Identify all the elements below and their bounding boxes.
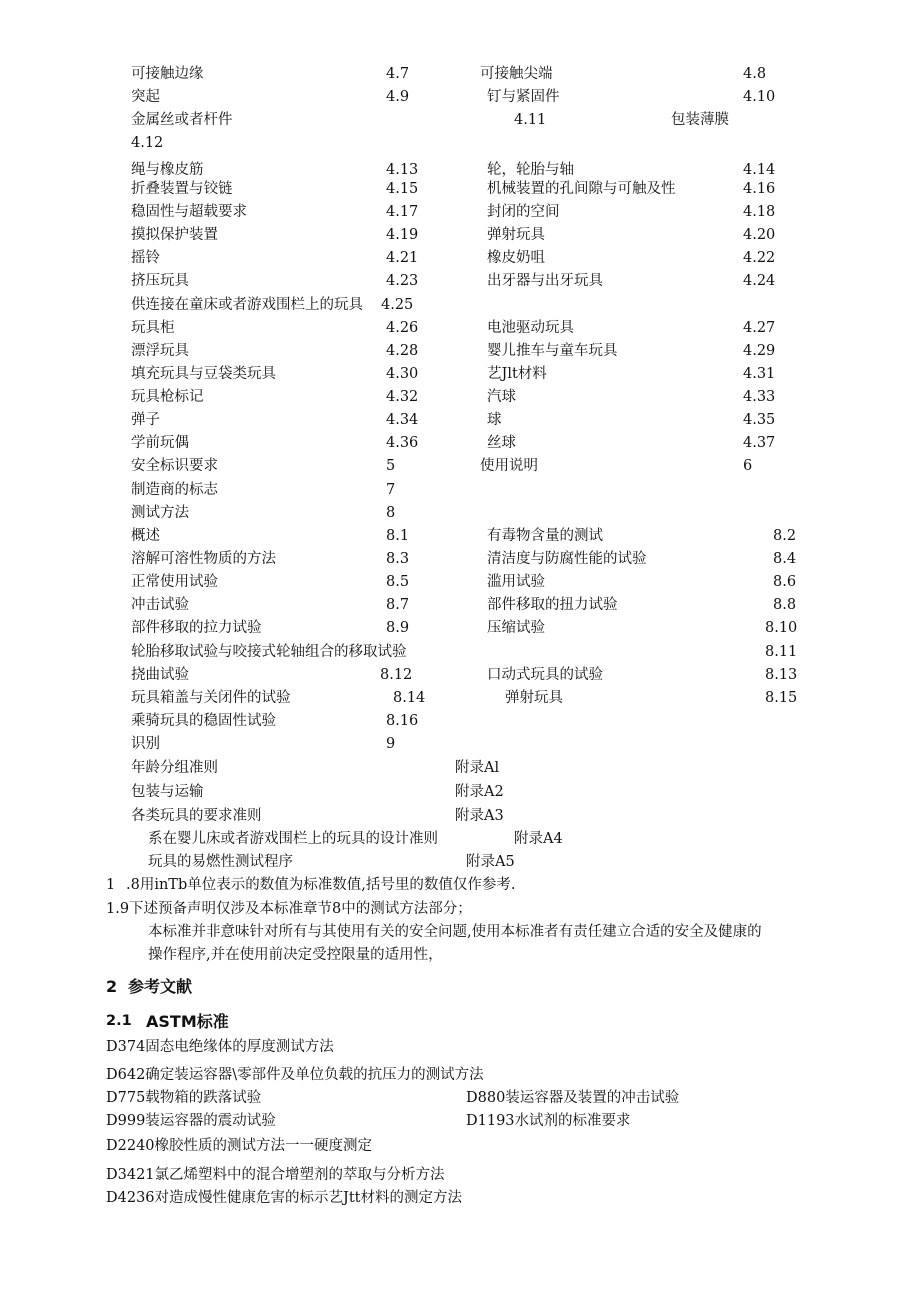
toc-item-number: 附录A4 (514, 831, 563, 847)
toc-item-label: 橡皮奶咀 (487, 250, 545, 266)
toc-item-number: 4.24 (743, 273, 776, 289)
toc-item-label: 测试方法 (131, 505, 189, 521)
toc-item-number: 4.18 (743, 204, 776, 220)
toc-item-label: 弹射玩具 (505, 690, 563, 706)
toc-item-label: 包装与运输 (131, 784, 204, 800)
toc-item-label: 折叠装置与铰链 (131, 181, 233, 197)
toc-item-number: 4.28 (386, 343, 419, 359)
toc-item-label: 漂浮玩具 (131, 343, 189, 359)
section-2-number: 2 (106, 977, 118, 996)
toc-item-number: 8.13 (765, 667, 798, 683)
toc-item-number: 8.5 (386, 574, 410, 590)
toc-item-label: 机械装置的孔间隙与可触及性 (487, 181, 676, 197)
toc-item-number: 4.14 (743, 162, 776, 178)
toc-item-label: 包装薄膜 (671, 112, 729, 128)
toc-item-label: 钉与紧固件 (487, 89, 560, 105)
toc-item-number: 9 (386, 736, 396, 752)
toc-item-number: 4.29 (743, 343, 776, 359)
toc-item-number: 4.7 (386, 66, 410, 82)
toc-item-label: 使用说明 (480, 458, 538, 474)
toc-item-label: 艺Jlt材料 (487, 366, 547, 382)
toc-item-label: 摸拟保护装置 (131, 227, 218, 243)
toc-item-number: 4.31 (743, 366, 776, 382)
toc-item-number: 4.15 (386, 181, 419, 197)
reference-item: D775载物箱的跌落试验 (106, 1090, 262, 1106)
toc-item-number: 4.26 (386, 320, 419, 336)
toc-item-label: 玩具柜 (131, 320, 175, 336)
toc-item-number: 附录A5 (466, 854, 515, 870)
toc-item-label: 溶解可溶性物质的方法 (131, 551, 276, 567)
toc-item-label: 球 (487, 412, 502, 428)
para-1-8-number: 1 (106, 877, 116, 893)
toc-item-label: 概述 (131, 528, 160, 544)
toc-item-label: 绳与橡皮筋 (131, 162, 204, 178)
toc-item-label: 出牙器与出牙玩具 (487, 273, 603, 289)
reference-item: D3421氯乙烯塑料中的混合增塑剂的萃取与分析方法 (106, 1167, 445, 1183)
toc-item-number: 4.23 (386, 273, 419, 289)
toc-item-number: 4.25 (381, 297, 414, 313)
toc-item-number: 附录A2 (455, 784, 504, 800)
toc-item-number: 6 (743, 458, 753, 474)
reference-item: D4236对造成慢性健康危害的标示艺Jtt材料的测定方法 (106, 1190, 462, 1206)
reference-item: D2240橡胶性质的测试方法一一硬度测定 (106, 1138, 373, 1154)
toc-item-label: 汽球 (487, 389, 516, 405)
toc-item-label: 弹子 (131, 412, 160, 428)
toc-item-number: 8.3 (386, 551, 410, 567)
toc-item-label: 玩具的易燃性测试程序 (148, 854, 293, 870)
toc-item-number: 8.15 (765, 690, 798, 706)
toc-item-number: 8.1 (386, 528, 410, 544)
toc-item-label: 冲击试验 (131, 597, 189, 613)
toc-item-label: 挠曲试验 (131, 667, 189, 683)
toc-item-number: 4.11 (514, 112, 547, 128)
toc-item-label: 正常使用试验 (131, 574, 218, 590)
reference-item: D642确定装运容器\零部件及单位负载的抗压力的测试方法 (106, 1067, 484, 1083)
toc-item-number: 4.33 (743, 389, 776, 405)
toc-item-number: 4.22 (743, 250, 776, 266)
toc-item-number: 4.36 (386, 435, 419, 451)
toc-item-number: 4.12 (131, 135, 164, 151)
toc-item-label: 挤压玩具 (131, 273, 189, 289)
toc-item-number: 4.10 (743, 89, 776, 105)
toc-item-number: 4.17 (386, 204, 419, 220)
toc-item-label: 婴儿推车与童车玩具 (487, 343, 618, 359)
para-1-9: 1.9下述预备声明仅涉及本标准章节8中的测试方法部分； (106, 901, 472, 917)
toc-item-label: 清洁度与防腐性能的试验 (487, 551, 647, 567)
reference-item: D1193水试剂的标准要求 (466, 1113, 631, 1129)
toc-item-number: 4.32 (386, 389, 419, 405)
toc-item-number: 8.7 (386, 597, 410, 613)
toc-item-label: 学前玩偶 (131, 435, 189, 451)
toc-item-label: 摇铃 (131, 250, 160, 266)
toc-item-number: 4.19 (386, 227, 419, 243)
safety-statement-line: 操作程序,并在使用前决定受控限量的适用性， (148, 947, 443, 963)
toc-item-label: 各类玩具的要求准则 (131, 808, 262, 824)
toc-item-label: 滥用试验 (487, 574, 545, 590)
toc-item-label: 玩具枪标记 (131, 389, 204, 405)
section-2-title: 参考文献 (128, 977, 193, 996)
reference-item: D880装运容器及装置的冲击试验 (466, 1090, 680, 1106)
toc-item-number: 4.9 (386, 89, 410, 105)
toc-item-number: 8 (386, 505, 396, 521)
toc-item-label: 封闭的空间 (487, 204, 560, 220)
reference-item: D999装运容器的震动试验 (106, 1113, 276, 1129)
toc-item-label: 口动式玩具的试验 (487, 667, 603, 683)
toc-item-label: 丝球 (487, 435, 516, 451)
toc-item-number: 8.6 (773, 574, 797, 590)
toc-item-label: 轮，轮胎与轴 (487, 162, 574, 178)
toc-item-label: 玩具箱盖与关闭件的试验 (131, 690, 291, 706)
reference-item: D374固态电绝缘体的厚度测试方法 (106, 1039, 334, 1055)
toc-item-label: 部件移取的拉力试验 (131, 620, 262, 636)
toc-item-label: 年龄分组准则 (131, 760, 218, 776)
section-2-1-number: 2.1 (106, 1013, 132, 1029)
toc-item-number: 4.20 (743, 227, 776, 243)
toc-item-number: 4.13 (386, 162, 419, 178)
toc-item-number: 8.2 (773, 528, 797, 544)
toc-item-number: 8.4 (773, 551, 797, 567)
toc-item-number: 8.14 (393, 690, 426, 706)
para-1-8: .8用inTb单位表示的数值为标准数值,括号里的数值仅作参考. (126, 877, 516, 893)
toc-item-number: 4.34 (386, 412, 419, 428)
toc-item-number: 8.16 (386, 713, 419, 729)
toc-item-label: 可接触边缘 (131, 66, 204, 82)
toc-item-number: 8.12 (380, 667, 413, 683)
toc-item-label: 供连接在童床或者游戏围栏上的玩具 (131, 297, 363, 313)
toc-item-number: 8.9 (386, 620, 410, 636)
toc-item-label: 电池驱动玩具 (487, 320, 574, 336)
toc-item-label: 弹射玩具 (487, 227, 545, 243)
toc-item-label: 部件移取的扭力试验 (487, 597, 618, 613)
toc-item-label: 乘骑玩具的稳固性试验 (131, 713, 276, 729)
toc-item-label: 制造商的标志 (131, 482, 218, 498)
toc-item-label: 突起 (131, 89, 160, 105)
toc-item-number: 4.21 (386, 250, 419, 266)
toc-item-number: 5 (386, 458, 396, 474)
toc-item-number: 8.8 (773, 597, 797, 613)
toc-item-label: 稳固性与超载要求 (131, 204, 247, 220)
toc-item-number: 4.27 (743, 320, 776, 336)
toc-item-label: 识别 (131, 736, 160, 752)
toc-item-label: 安全标识要求 (131, 458, 218, 474)
toc-item-label: 轮胎移取试验与咬接式轮轴组合的移取试验 (131, 644, 407, 660)
toc-item-number: 附录Al (455, 760, 500, 776)
toc-item-number: 8.11 (765, 644, 798, 660)
safety-statement-line: 本标准并非意味针对所有与其使用有关的安全问题,使用本标准者有责任建立合适的安全及健康的 (148, 924, 762, 940)
toc-item-label: 填充玩具与豆袋类玩具 (131, 366, 276, 382)
toc-item-label: 有毒物含量的测试 (487, 528, 603, 544)
toc-item-number: 4.37 (743, 435, 776, 451)
toc-item-number: 附录A3 (455, 808, 504, 824)
section-2-1-title: ASTM标准 (146, 1012, 229, 1031)
toc-item-number: 4.16 (743, 181, 776, 197)
toc-item-label: 可接触尖端 (480, 66, 553, 82)
toc-item-label: 压缩试验 (487, 620, 545, 636)
toc-item-number: 4.8 (743, 66, 767, 82)
toc-item-label: 金属丝或者杆件 (131, 112, 233, 128)
toc-item-number: 4.30 (386, 366, 419, 382)
toc-item-number: 7 (386, 482, 396, 498)
toc-item-label: 系在婴儿床或者游戏围栏上的玩具的设计准则 (148, 831, 438, 847)
toc-item-number: 4.35 (743, 412, 776, 428)
toc-item-number: 8.10 (765, 620, 798, 636)
